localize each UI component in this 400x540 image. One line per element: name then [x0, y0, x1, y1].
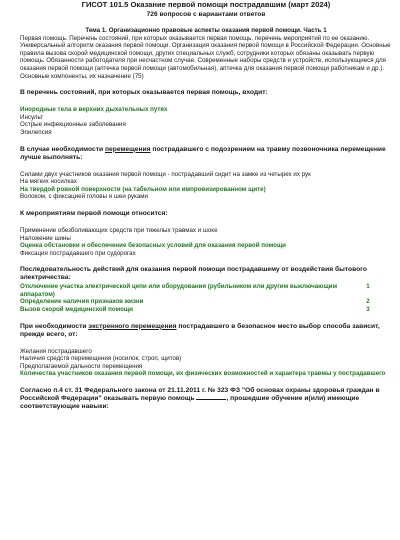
question-5-options [20, 348, 392, 378]
question-5 [20, 323, 392, 339]
question-2-text-end: пострадавшего с подозрением на травму позвоночника перемещение лучше выполнять: [20, 145, 386, 161]
answer-option: Наложение шины [20, 234, 71, 242]
answer-option: Наличия средств перемещения (носилок, строп, щитов) [20, 355, 182, 363]
answer-blank [196, 399, 226, 400]
topic-heading: Тема 1. Организационно правовые аспекты оказания первой помощи. Часть 1 [85, 27, 327, 34]
ordered-step [20, 283, 392, 298]
answer-option: Волоком, с фиксацией головы и шеи руками [20, 193, 148, 201]
ordered-step [20, 298, 392, 306]
answer-option-correct: Инородные тела в верхних дыхательных путях [20, 106, 168, 114]
answer-option: На мягких носилках [20, 178, 77, 186]
answer-option-correct: На твердой ровной поверхности (на табельном или импровизированном щите) [20, 185, 266, 193]
answer-option: Силами двух участников оказания первой помощи - пострадавший сидит на замке из четырех их рук [20, 170, 311, 178]
answer-option-correct: Количества участников оказания первой помощи, их физических возможностей и характера травмы у пострадавшего [20, 370, 386, 378]
answer-option: Предполагаемой дальности перемещения [20, 362, 143, 370]
question-2 [20, 146, 392, 162]
question-5-text-end: пострадавшего в безопасное место выбор способа зависит, прежде всего, от: [20, 322, 380, 338]
question-4: Последовательность действий для оказания первой помощи пострадавшему от воздействия бытового электричества: [20, 266, 367, 282]
question-5-underlined: экстренного перемещения [88, 322, 177, 330]
answer-option: Инсульт [20, 113, 44, 121]
document-subtitle: 726 вопросов с вариантами ответов [146, 11, 266, 18]
question-2-options [20, 171, 392, 201]
topic-text: Первая помощь. Перечень состояний, при которых оказывается первая помощь, перечень мероприятий по ее оказанию. Универсальный алгоритм оказания первой помощи. Организация оказания первой помощи в Российской Федерации. Основные правила вызова скорой медицинской помощи, других специальных служб, сотрудники которых обязаны оказывать первую помощь. Обязанности работодателя при несчастном случае. Современные наборы средств и устройств, использующиеся для оказания первой помощи (аптечка первой помощи (автомобильная), аптечка для оказания первой помощи работникам и др.). Основные компоненты, их назначение (75) [20, 34, 391, 80]
question-5-text-start: При необходимости [20, 322, 89, 330]
question-1: В перечень состояний, при которых оказывается первая помощь, входит: [20, 89, 268, 97]
question-3: К мероприятиям первой помощи относится: [20, 209, 168, 217]
question-2-underlined: перемещения [105, 145, 151, 153]
ordered-step [20, 306, 392, 314]
question-3-options [20, 227, 392, 257]
question-6-text-start: Согласно п.4 ст. 31 Федерального закона от 21.11.2011 г. № 323 ФЗ "Об основах охраны здоровья граждан в Российской Федерации" оказывать первую помощь [20, 387, 380, 403]
ordered-step-text: Определение наличия признаков жизни [20, 298, 144, 306]
ordered-step-text: Отключение участка электрической цепи или оборудования (рубильником или другим выключающим аппаратом) [20, 283, 338, 298]
ordered-step-text: Вызов скорой медицинской помощи [20, 306, 133, 314]
ordered-step-number: 1 [366, 283, 370, 291]
question-4-ordered-answers [20, 283, 392, 313]
question-6 [20, 387, 392, 411]
answer-option: Применение обезболивающих средств при тяжелых травмах и шоке [20, 226, 218, 234]
answer-option: Эпилепсия [20, 128, 52, 136]
answer-option: Острые инфекционные заболевания [20, 121, 126, 129]
document-title: ГИСОТ 101.5 Оказание первой помощи пострадавшим (март 2024) [81, 0, 331, 9]
answer-option: Фиксация пострадавшего при судорогах [20, 249, 136, 257]
answer-option-correct: Оценка обстановки и обеспечение безопасных условий для оказания первой помощи [20, 242, 286, 250]
question-2-text-start: В случае необходимости [20, 145, 105, 153]
ordered-step-number: 3 [366, 306, 370, 314]
topic-intro [20, 27, 392, 80]
ordered-step-number: 2 [366, 298, 370, 306]
question-1-options [20, 106, 392, 136]
answer-option: Желания пострадавшего [20, 347, 92, 355]
question-6-text-end: , прошедшие обучение и(или) имеющие соответствующие навыки: [20, 395, 360, 411]
